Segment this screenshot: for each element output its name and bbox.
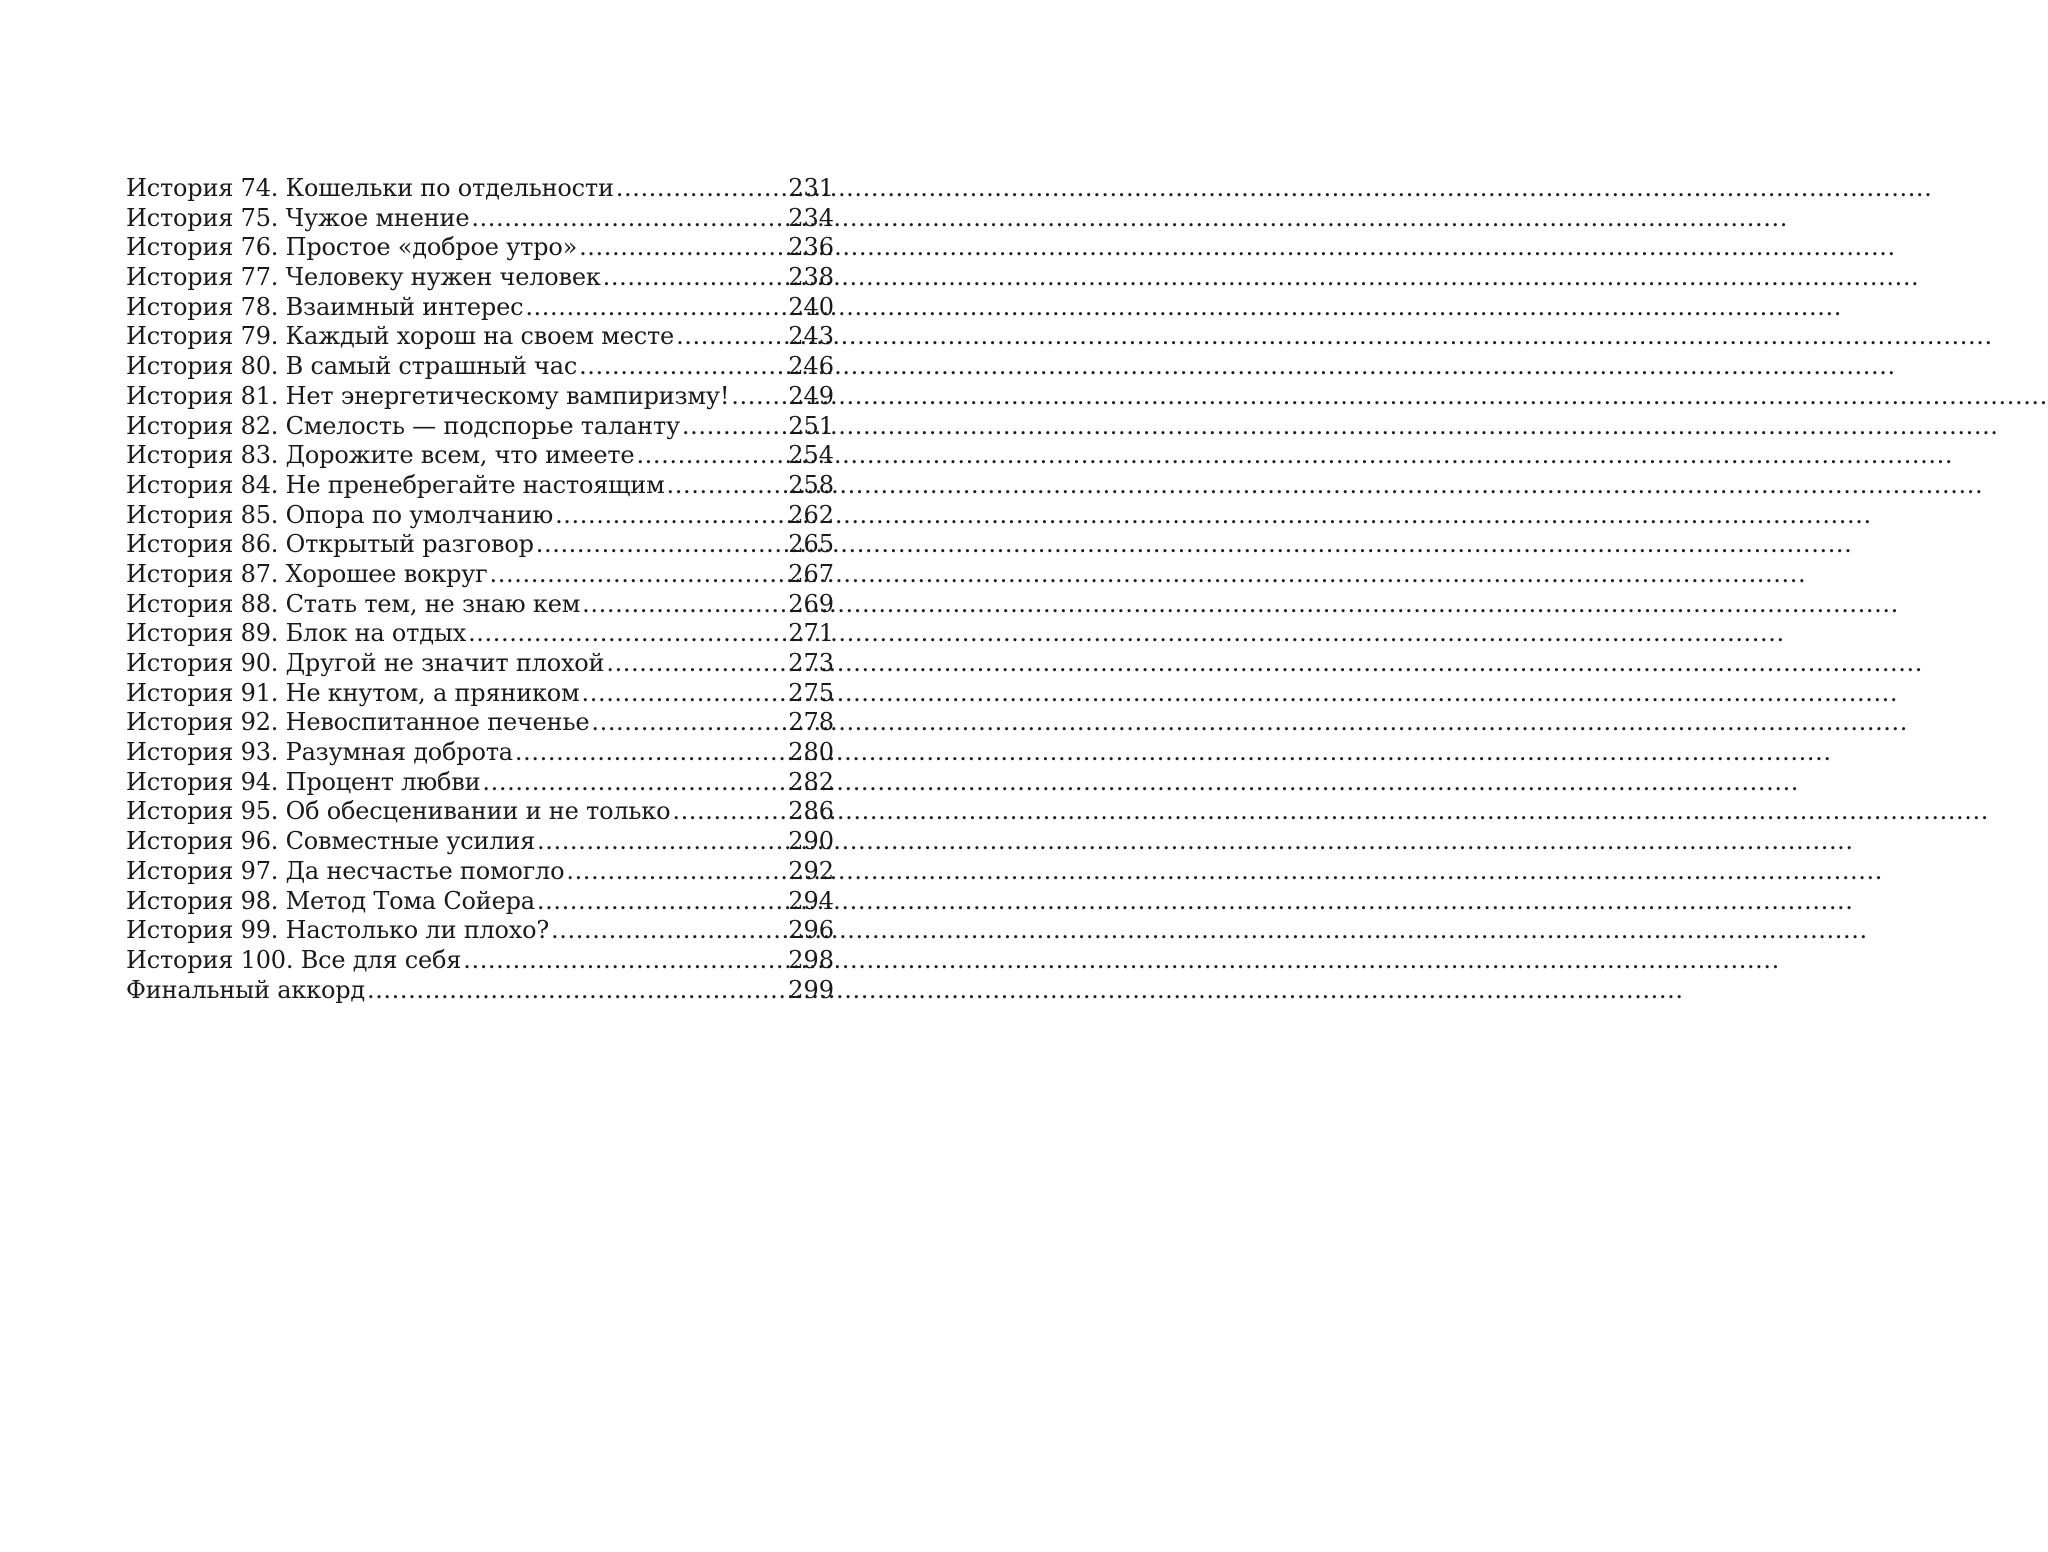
dot-leader xyxy=(471,204,786,234)
dot-leader xyxy=(566,857,786,887)
toc-entry[interactable] xyxy=(126,263,834,293)
toc-entry-title: История 100. Все для себя xyxy=(126,945,462,974)
toc-entry[interactable] xyxy=(126,412,834,442)
dot-leader xyxy=(582,590,786,620)
toc-entry-page: 240 xyxy=(788,292,834,321)
toc-entry-page: 294 xyxy=(788,886,834,915)
toc-entry-title: История 76. Простое «доброе утро» xyxy=(126,233,578,262)
dot-leader xyxy=(591,708,786,738)
toc-entry-page: 236 xyxy=(788,233,834,262)
toc-entry[interactable] xyxy=(126,382,834,412)
toc-entry-title: История 86. Открытый разговор xyxy=(126,530,534,559)
dot-leader xyxy=(463,946,786,976)
toc-entry-title: История 78. Взаимный интерес xyxy=(126,292,524,321)
toc-entry-page: 299 xyxy=(788,975,834,1004)
toc-entry-title: История 96. Совместные усилия xyxy=(126,827,536,856)
dot-leader xyxy=(551,916,786,946)
toc-entry-page: 243 xyxy=(788,322,834,351)
toc-entry[interactable] xyxy=(126,649,834,679)
table-of-contents xyxy=(126,174,834,1005)
toc-entry-title: История 99. Настолько ли плохо? xyxy=(126,916,550,945)
toc-entry[interactable] xyxy=(126,441,834,471)
dot-leader xyxy=(555,501,786,531)
toc-entry[interactable] xyxy=(126,679,834,709)
toc-entry-title: История 81. Нет энергетическому вампиризму! xyxy=(126,381,730,410)
toc-entry[interactable] xyxy=(126,560,834,590)
toc-entry-title: История 92. Невоспитанное печенье xyxy=(126,708,590,737)
dot-leader xyxy=(667,471,787,501)
toc-entry[interactable] xyxy=(126,590,834,620)
toc-entry-page: 246 xyxy=(788,352,834,381)
dot-leader xyxy=(603,263,787,293)
toc-entry-page: 296 xyxy=(788,916,834,945)
toc-entry-title: История 74. Кошельки по отдельности xyxy=(126,174,614,202)
dot-leader xyxy=(579,233,786,263)
toc-entry-page: 278 xyxy=(788,708,834,737)
toc-entry[interactable] xyxy=(126,916,834,946)
toc-entry[interactable] xyxy=(126,738,834,768)
toc-entry[interactable] xyxy=(126,857,834,887)
toc-entry-title: История 80. В самый страшный час xyxy=(126,352,578,381)
toc-entry-page: 273 xyxy=(788,649,834,677)
dot-leader xyxy=(490,560,787,590)
dot-leader xyxy=(672,797,786,827)
toc-entry-page: 251 xyxy=(788,411,834,440)
toc-entry[interactable] xyxy=(126,501,834,531)
dot-leader xyxy=(515,738,786,768)
toc-entry-page: 286 xyxy=(788,797,834,826)
toc-entry-page: 254 xyxy=(788,441,834,470)
toc-entry[interactable] xyxy=(126,619,834,649)
toc-entry-page: 290 xyxy=(788,827,834,856)
toc-entry[interactable] xyxy=(126,530,834,560)
toc-entry-page: 271 xyxy=(788,619,834,648)
toc-entry-title: История 89. Блок на отдых xyxy=(126,619,467,648)
toc-entry-page: 282 xyxy=(788,767,834,796)
toc-entry[interactable] xyxy=(126,827,834,857)
dot-leader xyxy=(537,827,786,857)
dot-leader xyxy=(616,174,786,204)
dot-leader xyxy=(606,649,786,679)
toc-entry-title: История 77. Человеку нужен человек xyxy=(126,263,601,292)
toc-entry[interactable] xyxy=(126,322,834,352)
toc-entry-page: 275 xyxy=(788,678,834,707)
toc-entry[interactable] xyxy=(126,471,834,501)
toc-entry-page: 234 xyxy=(788,203,834,232)
dot-leader xyxy=(525,293,786,323)
toc-entry-page: 298 xyxy=(788,945,834,974)
dot-leader xyxy=(636,441,786,471)
dot-leader xyxy=(482,768,786,798)
dot-leader xyxy=(579,352,786,382)
toc-entry[interactable] xyxy=(126,708,834,738)
toc-entry-page: 258 xyxy=(788,470,834,499)
dot-leader xyxy=(582,679,787,709)
toc-entry-title: История 79. Каждый хорош на своем месте xyxy=(126,322,675,351)
toc-entry-page: 280 xyxy=(788,738,834,767)
toc-entry-page: 238 xyxy=(788,263,834,292)
toc-entry-title: История 94. Процент любви xyxy=(126,767,481,796)
toc-entry-title: История 97. Да несчастье помогло xyxy=(126,856,565,885)
toc-entry[interactable] xyxy=(126,352,834,382)
toc-entry-title: История 75. Чужое мнение xyxy=(126,203,470,232)
toc-entry-page: 262 xyxy=(788,500,834,529)
toc-entry-title: История 95. Об обесценивании и не только xyxy=(126,797,671,826)
dot-leader xyxy=(537,887,786,917)
toc-entry[interactable] xyxy=(126,946,834,976)
toc-entry-page: 267 xyxy=(788,559,834,588)
toc-entry-title: История 85. Опора по умолчанию xyxy=(126,500,554,529)
toc-entry-page: 265 xyxy=(788,530,834,559)
toc-entry[interactable] xyxy=(126,887,834,917)
toc-entry[interactable] xyxy=(126,976,834,1006)
toc-entry-title: История 98. Метод Тома Сойера xyxy=(126,886,535,915)
toc-entry-title: Финальный аккорд xyxy=(126,975,365,1004)
toc-entry-title: История 91. Не кнутом, а пряником xyxy=(126,678,580,707)
toc-entry[interactable] xyxy=(126,233,834,263)
toc-entry-page: 292 xyxy=(788,856,834,885)
toc-entry-title: История 93. Разумная доброта xyxy=(126,738,513,767)
toc-entry[interactable] xyxy=(126,797,834,827)
toc-entry-title: История 84. Не пренебрегайте настоящим xyxy=(126,470,665,499)
toc-entry-page: 269 xyxy=(788,589,834,618)
toc-entry[interactable] xyxy=(126,768,834,798)
dot-leader xyxy=(682,412,786,442)
toc-entry-title: История 90. Другой не значит плохой xyxy=(126,649,605,677)
dot-leader xyxy=(367,976,786,1006)
toc-entry[interactable] xyxy=(126,204,834,234)
dot-leader xyxy=(731,382,786,412)
toc-entry[interactable] xyxy=(126,293,834,323)
toc-entry-title: История 82. Смелость — подспорье таланту xyxy=(126,411,680,440)
dot-leader xyxy=(676,322,786,352)
toc-entry-title: История 88. Стать тем, не знаю кем xyxy=(126,589,581,618)
toc-entry-page: 231 xyxy=(788,174,834,202)
toc-entry-page: 249 xyxy=(788,381,834,410)
toc-entry-title: История 87. Хорошее вокруг xyxy=(126,559,488,588)
toc-entry-title: История 83. Дорожите всем, что имеете xyxy=(126,441,635,470)
toc-entry[interactable] xyxy=(126,174,834,204)
dot-leader xyxy=(468,619,786,649)
dot-leader xyxy=(536,530,786,560)
